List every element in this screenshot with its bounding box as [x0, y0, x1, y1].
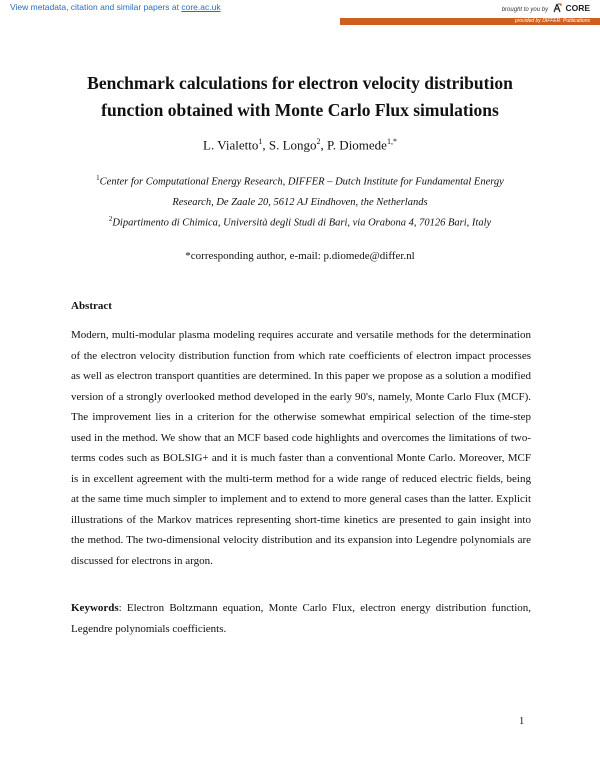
author-separator: ,: [320, 137, 328, 153]
core-ac-uk-link[interactable]: core.ac.uk: [181, 2, 221, 12]
core-banner: [0, 0, 600, 24]
metadata-strip: [0, 0, 405, 18]
title-line-1: Benchmark calculations for electron velocity distribution: [87, 73, 513, 93]
title-line-2: function obtained with Monte Carlo Flux simulations: [101, 100, 499, 120]
provided-by-bar[interactable]: provided by DIFFER: Publications: [340, 18, 600, 25]
author-affil-mark: 1,*: [386, 137, 397, 146]
affiliation-1: [70, 168, 530, 213]
metadata-link-text: [10, 2, 221, 12]
metadata-prefix: View metadata, citation and similar papers at: [10, 2, 182, 12]
keywords: [71, 598, 531, 639]
page-number: 1: [519, 716, 525, 727]
affiliation-2: [70, 209, 530, 234]
brought-to-you-by[interactable]: [502, 3, 590, 13]
brought-text: brought to you by: [501, 7, 549, 13]
affiliation-2-line-1: Dipartimento di Chimica, Università degli Studi di Bari, via Orabona 4, 70126 Bari, Italy: [112, 217, 492, 229]
author-name: S. Longo: [268, 137, 317, 153]
keywords-text: : Electron Boltzmann equation, Monte Carlo Flux, electron energy distribution function, Legendre polynomials coefficients.: [71, 602, 531, 635]
core-label: CORE: [565, 3, 590, 13]
author-affil-mark: 2: [316, 137, 321, 146]
keywords-label: Keywords: [71, 602, 119, 614]
author-affil-mark: 1: [258, 137, 263, 146]
author-name: P. Diomede: [327, 137, 387, 153]
core-logo-icon: [552, 3, 562, 13]
paper-title: [70, 70, 530, 124]
abstract-text: Modern, multi-modular plasma modeling requires accurate and versatile methods for the determination of the electron velocity distribution function from which rate coefficients of electron impact processes as well as electron transport quantities are determined. In this paper we propose as a solution a modified version of a strongly overlooked method developed in the early 90's, namely, Monte Carlo Flux (MCF). The improvement lies in a criterion for the otherwise somewhat empirical selection of the time-step used in the method. We show that an MCF based code highlights and overcomes the limitations of two-terms codes such as BOLSIG+ and it is much faster than a conventional Monte Carlo. Moreover, MCF is in excellent agreement with the multi-term method for a wide range of reduced electric fields, being at the same time much simpler to implement and to extend to more general cases than the latter. Explicit illustrations of the Markov matrices representing short-time kinetics are presented to gain insight into the method. The two-dimensional velocity distribution and its expansion into Legendre polynomials are discussed for electrons in argon.: [71, 329, 531, 568]
affiliation-mark: 1: [96, 174, 100, 182]
affiliation-1-line-1: Center for Computational Energy Research, DIFFER – Dutch Institute for Fundamental Energy: [99, 176, 504, 188]
author-separator: ,: [262, 137, 269, 153]
author-name: L. Vialetto: [203, 137, 259, 153]
corresponding-author: *corresponding author, e-mail: p.diomede@differ.nl: [185, 250, 415, 262]
author-list: [70, 137, 530, 153]
affiliation-mark: 2: [108, 215, 113, 223]
affiliation-1-line-2: Research, De Zaale 20, 5612 AJ Eindhoven, the Netherlands: [172, 196, 428, 208]
abstract-heading: Abstract: [71, 300, 112, 312]
